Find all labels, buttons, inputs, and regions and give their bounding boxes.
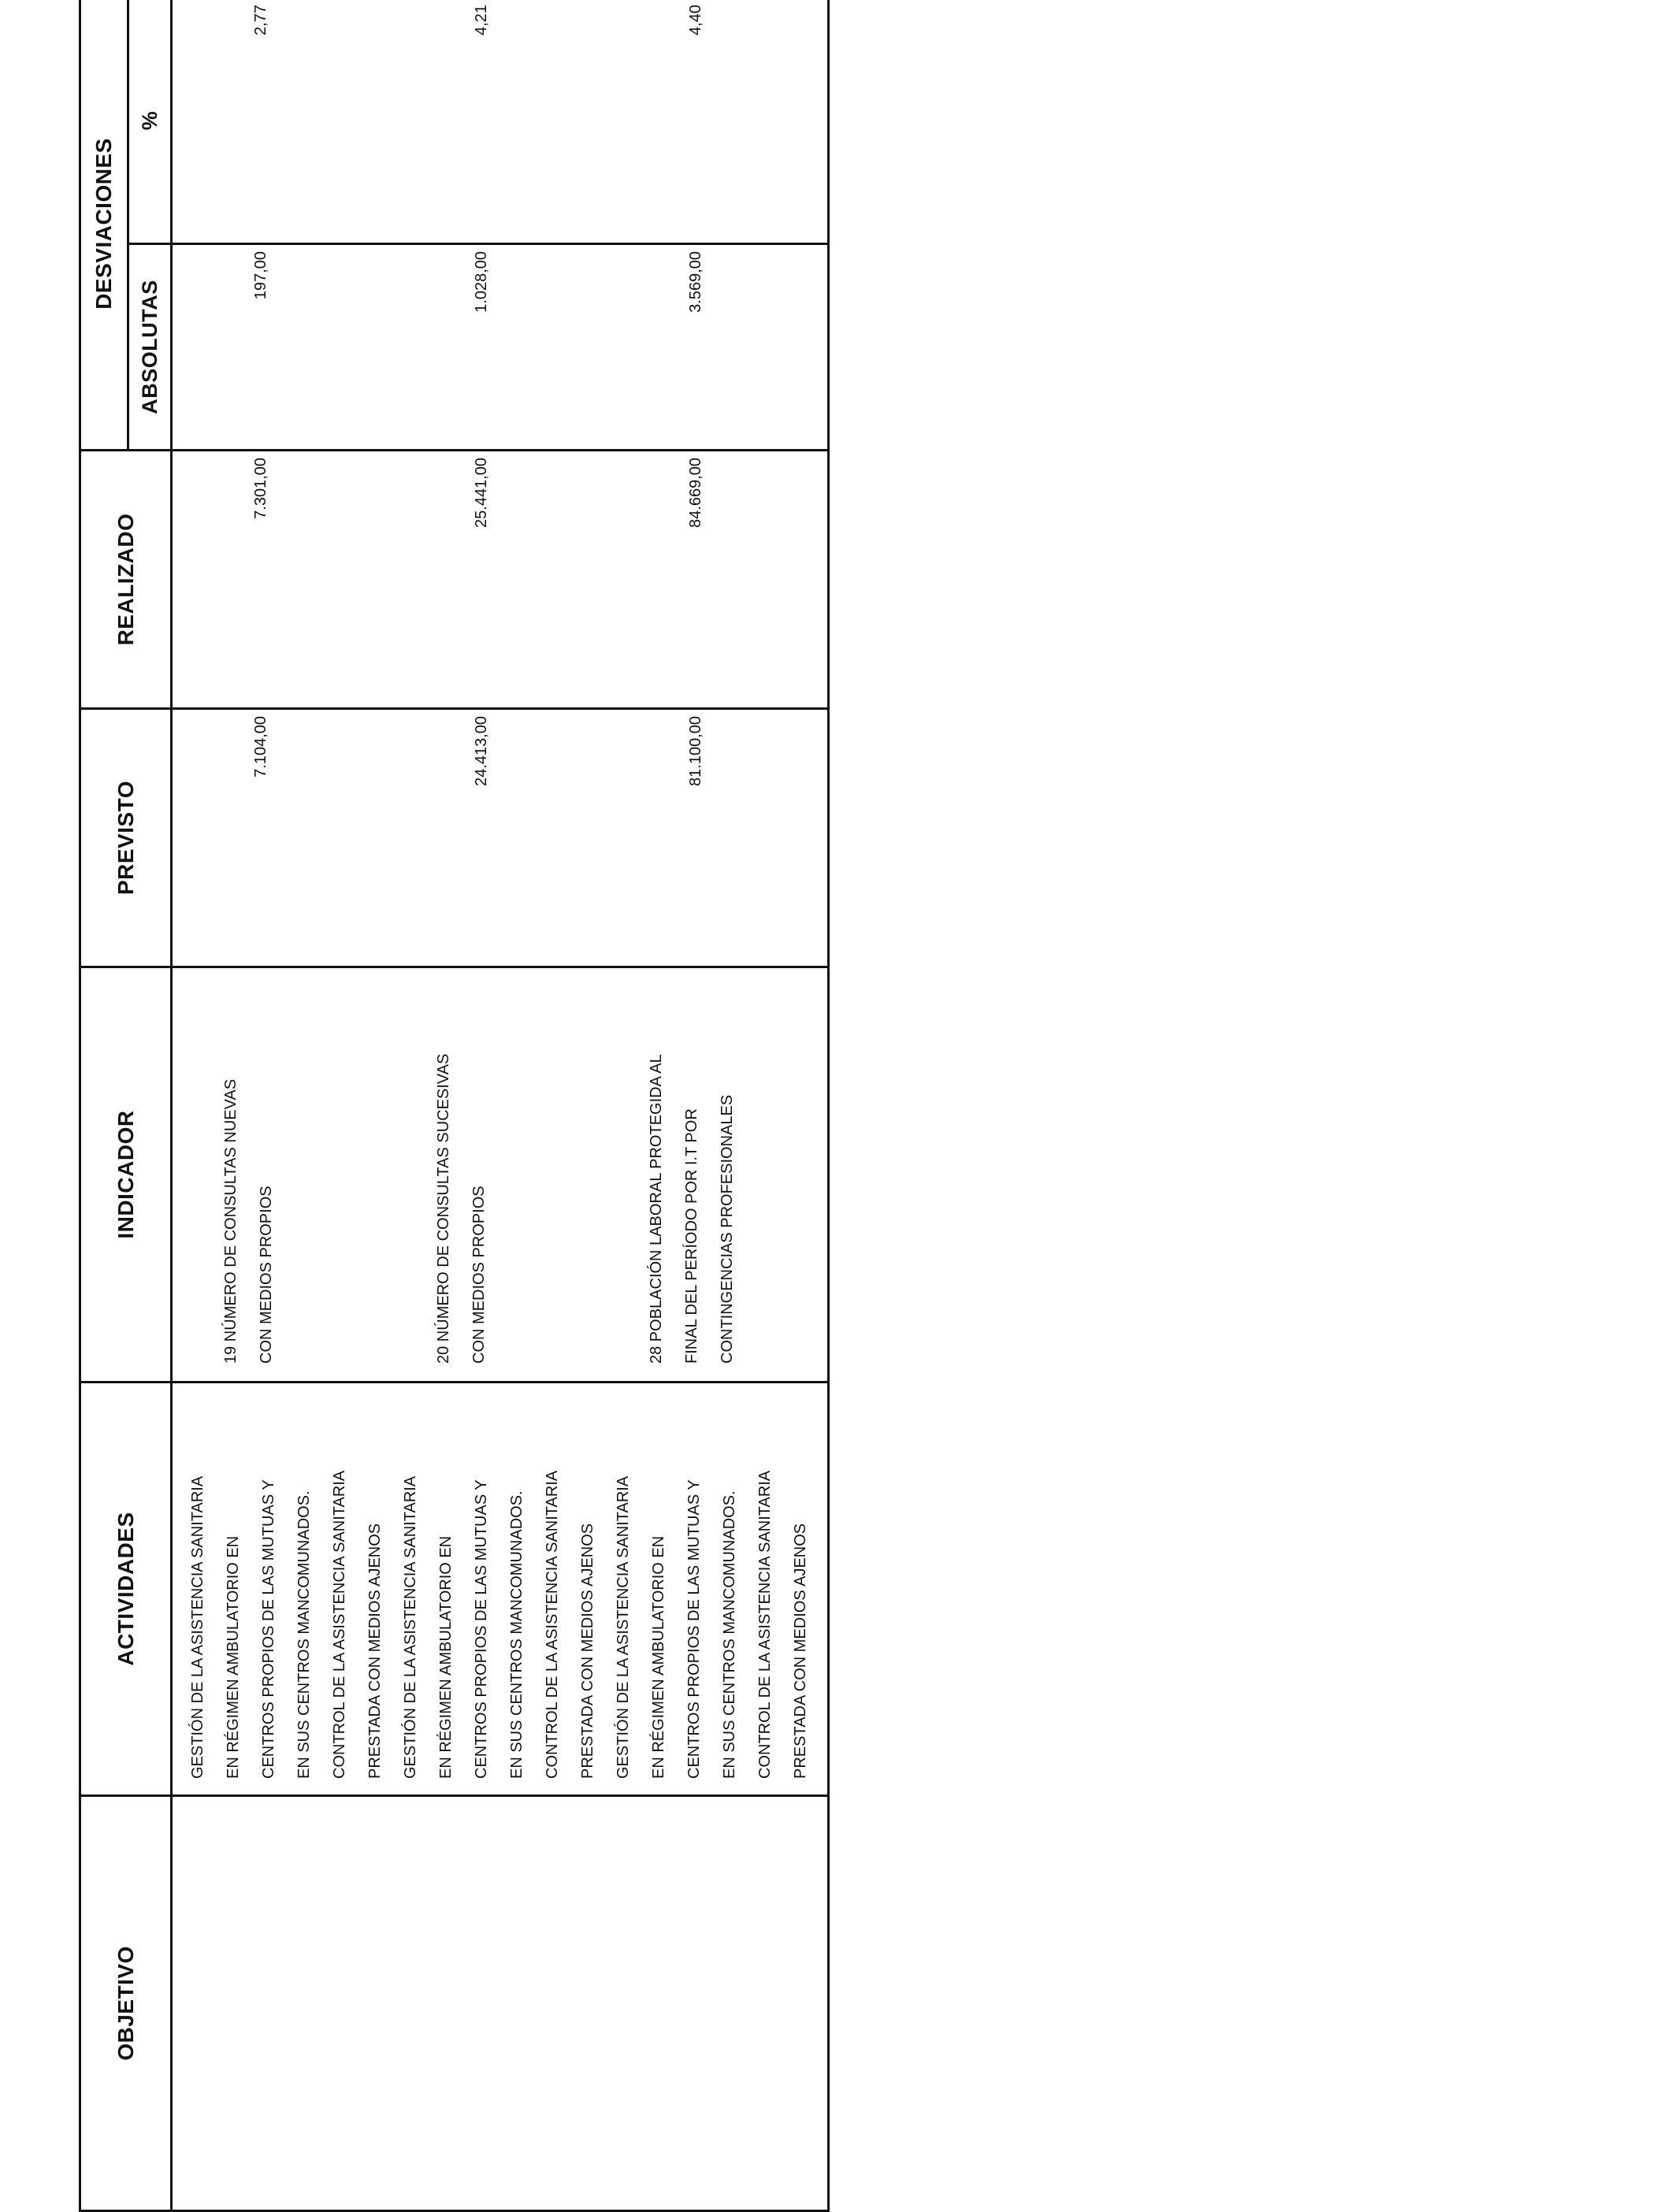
absolutas-value: 197,00 [252,251,269,300]
actividad-line: PRESTADA CON MEDIOS AJENOS [579,1523,596,1779]
header-realizado: REALIZADO [80,451,172,709]
header-desviaciones: DESVIACIONES [80,0,128,451]
header-row-1 [80,0,128,2211]
objetivo-cell [172,1796,829,2211]
header-previsto: PREVISTO [80,709,172,967]
porcentaje-value: 4,40 [687,4,704,35]
indicador-block [214,1079,284,1364]
results-table [79,0,830,2212]
realizado-value: 25.441,00 [473,458,490,528]
actividad-line: CENTROS PROPIOS DE LAS MUTUAS Y [685,1479,703,1779]
actividad-line: GESTIÓN DE LA ASISTENCIA SANITARIA [189,1475,206,1779]
porcentaje-cell [172,0,829,244]
actividad-line: GESTIÓN DE LA ASISTENCIA SANITARIA [615,1475,632,1779]
absolutas-cell [172,244,829,451]
header-objetivo: OBJETIVO [80,1796,172,2211]
indicador-line: 19 NÚMERO DE CONSULTAS NUEVAS [222,1078,240,1364]
realizado-value: 7.301,00 [252,458,269,519]
actividad-line: CENTROS PROPIOS DE LAS MUTUAS Y [473,1479,490,1779]
absolutas-value: 1.028,00 [473,251,490,313]
absolutas-value: 3.569,00 [687,251,704,313]
realizado-cell [172,451,829,709]
actividad-line: EN RÉGIMEN AMBULATORIO EN [437,1535,455,1779]
indicador-block [639,1054,745,1364]
actividad-line: CONTROL DE LA ASISTENCIA SANITARIA [756,1470,774,1779]
header-porcentaje: % [128,0,172,244]
previsto-value: 24.413,00 [473,716,490,786]
actividad-line: EN RÉGIMEN AMBULATORIO EN [225,1535,242,1779]
indicador-line: CONTINGENCIAS PROFESIONALES [719,1094,736,1364]
header-actividades: ACTIVIDADES [80,1382,172,1796]
indicador-line: 28 POBLACIÓN LABORAL PROTEGIDA AL [648,1054,665,1364]
actividad-line: CONTROL DE LA ASISTENCIA SANITARIA [544,1470,561,1779]
actividad-line: EN SUS CENTROS MANCOMUNADOS. [508,1490,526,1779]
indicador-line: FINAL DEL PERÍODO POR I.T POR [683,1108,700,1364]
realizado-value: 84.669,00 [687,458,704,528]
actividad-line: EN SUS CENTROS MANCOMUNADOS. [721,1490,738,1779]
actividad-line: CENTROS PROPIOS DE LAS MUTUAS Y [260,1479,277,1779]
actividad-line: EN SUS CENTROS MANCOMUNADOS. [295,1490,313,1779]
indicador-line: CON MEDIOS PROPIOS [258,1186,275,1364]
indicador-cell [172,967,829,1382]
actividad-line: EN RÉGIMEN AMBULATORIO EN [650,1535,667,1779]
actividad-line: GESTIÓN DE LA ASISTENCIA SANITARIA [402,1475,419,1779]
actividades-list [173,1383,819,1794]
previsto-value: 81.100,00 [687,716,704,786]
indicador-line: CON MEDIOS PROPIOS [470,1186,488,1364]
actividad-line: PRESTADA CON MEDIOS AJENOS [792,1523,809,1779]
rotated-table-container [79,0,830,2212]
header-absolutas: ABSOLUTAS [128,244,172,451]
porcentaje-value: 2,77 [252,4,269,35]
porcentaje-value: 4,21 [473,4,490,35]
actividades-cell [172,1382,829,1796]
actividad-line: CONTROL DE LA ASISTENCIA SANITARIA [331,1470,348,1779]
indicador-line: 20 NÚMERO DE CONSULTAS SUCESIVAS [435,1053,452,1364]
previsto-cell [172,709,829,967]
previsto-value: 7.104,00 [252,716,269,778]
header-indicador: INDICADOR [80,967,172,1382]
actividad-line: PRESTADA CON MEDIOS AJENOS [366,1523,384,1779]
body-row [172,0,829,2211]
indicador-block [426,1054,497,1364]
